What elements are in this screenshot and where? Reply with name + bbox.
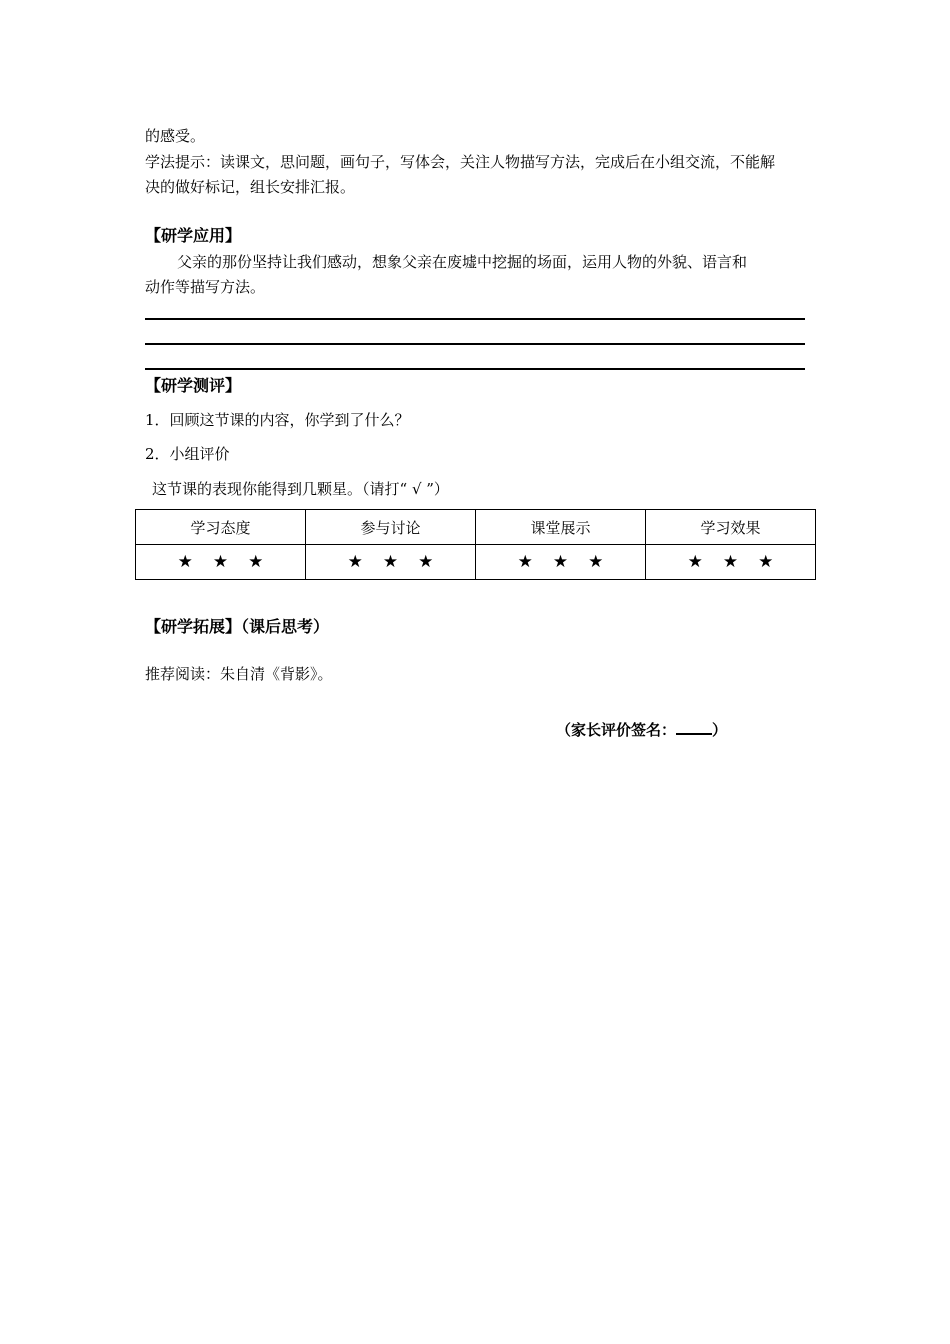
application-heading: 【研学应用】	[145, 226, 242, 245]
answer-line-3[interactable]	[145, 368, 805, 370]
question-1: 1．回顾这节课的内容，你学到了什么？	[145, 411, 410, 429]
stars-discussion[interactable]	[306, 545, 476, 580]
intro-line-3: 决的做好标记，组长安排汇报。	[145, 178, 356, 196]
star-icon[interactable]: ★	[347, 552, 363, 572]
star-icon[interactable]: ★	[687, 552, 703, 572]
recommended-reading: 推荐阅读：朱自清《背影》。	[145, 665, 333, 683]
question-2: 2．小组评价	[145, 445, 230, 463]
answer-line-1[interactable]	[145, 318, 805, 320]
evaluation-heading: 【研学测评】	[145, 376, 242, 395]
extension-heading-title: 【研学拓展】	[145, 617, 242, 636]
star-icon[interactable]: ★	[382, 552, 399, 572]
rating-table	[135, 509, 816, 580]
application-line-2: 动作等描写方法。	[145, 278, 266, 296]
intro-line-2: 学法提示：读课文，思问题，画句子，写体会，关注人物描写方法，完成后在小组交流，不能解	[145, 153, 776, 171]
star-icon[interactable]: ★	[212, 552, 229, 572]
stars-effect[interactable]	[646, 545, 816, 580]
star-icon[interactable]: ★	[722, 552, 739, 572]
header-attitude: 学习态度	[136, 510, 306, 545]
parent-signature	[556, 719, 727, 741]
stars-attitude[interactable]	[136, 545, 306, 580]
star-icon[interactable]: ★	[758, 552, 774, 572]
extension-heading-note: （课后思考）	[241, 617, 330, 636]
star-icon[interactable]: ★	[517, 552, 533, 572]
extension-heading	[145, 616, 329, 638]
header-discussion: 参与讨论	[306, 510, 476, 545]
signature-label: （家长评价签名：	[556, 721, 677, 739]
intro-line-1: 的感受。	[145, 127, 206, 145]
star-icon[interactable]: ★	[552, 552, 569, 572]
header-presentation: 课堂展示	[476, 510, 646, 545]
rating-stars-row	[136, 545, 816, 580]
answer-line-2[interactable]	[145, 343, 805, 345]
signature-close: ）	[712, 721, 728, 739]
application-line-1: 父亲的那份坚持让我们感动，想象父亲在废墟中挖掘的场面，运用人物的外貌、语言和	[177, 253, 748, 271]
rating-prompt: 这节课的表现你能得到几颗星。（请打“ √ ”）	[152, 480, 449, 498]
star-icon[interactable]: ★	[588, 552, 604, 572]
star-icon[interactable]: ★	[177, 552, 193, 572]
rating-header-row	[136, 510, 816, 545]
stars-presentation[interactable]	[476, 545, 646, 580]
header-effect: 学习效果	[646, 510, 816, 545]
signature-blank[interactable]	[676, 719, 712, 735]
star-icon[interactable]: ★	[248, 552, 264, 572]
star-icon[interactable]: ★	[418, 552, 434, 572]
